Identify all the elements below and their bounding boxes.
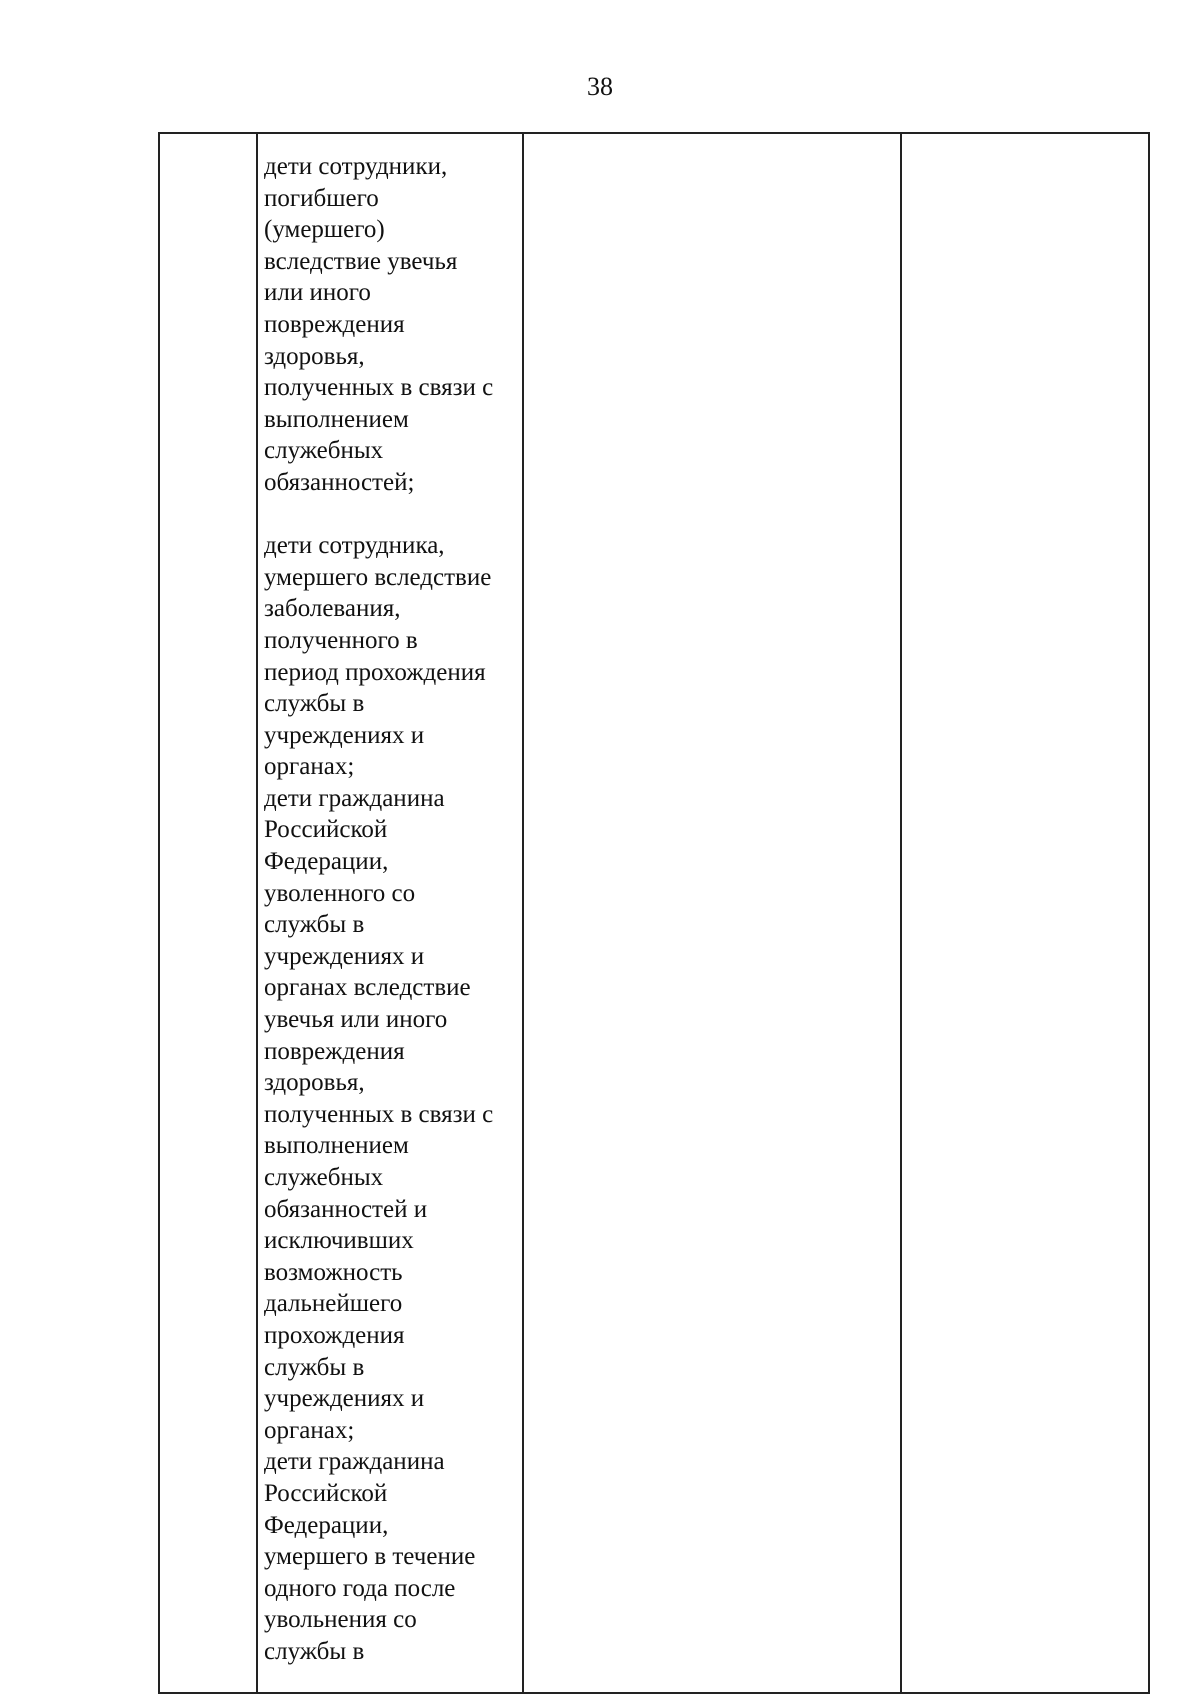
- table-cell-col-1: [160, 134, 258, 1692]
- table-cell-col-3: [524, 134, 902, 1692]
- eligibility-categories-text: дети сотрудники, погибшего (умершего) вследствие увечья или иного повреждения здоровья, полученных в связи с выполнением служебных обязанностей; дети сотрудника, умершего вследствие заболевания, полученного в период прохождения службы в учреждениях и органах; дети гражданина Российской Федерации, уволенного со службы в учреждениях и органах вследствие увечья или иного повреждения здоровья, полученных в связи с выполнением служебных обязанностей и исключивших возможность дальнейшего прохождения службы в учреждениях и органах; дети гражданина Российской Федерации, умершего в течение одного года после увольнения со службы в: [264, 153, 494, 1665]
- document-table: [158, 132, 1150, 1694]
- table-cell-col-4: [902, 134, 1148, 1692]
- page-number: 38: [587, 72, 613, 101]
- table-cell-col-2: [258, 134, 524, 1692]
